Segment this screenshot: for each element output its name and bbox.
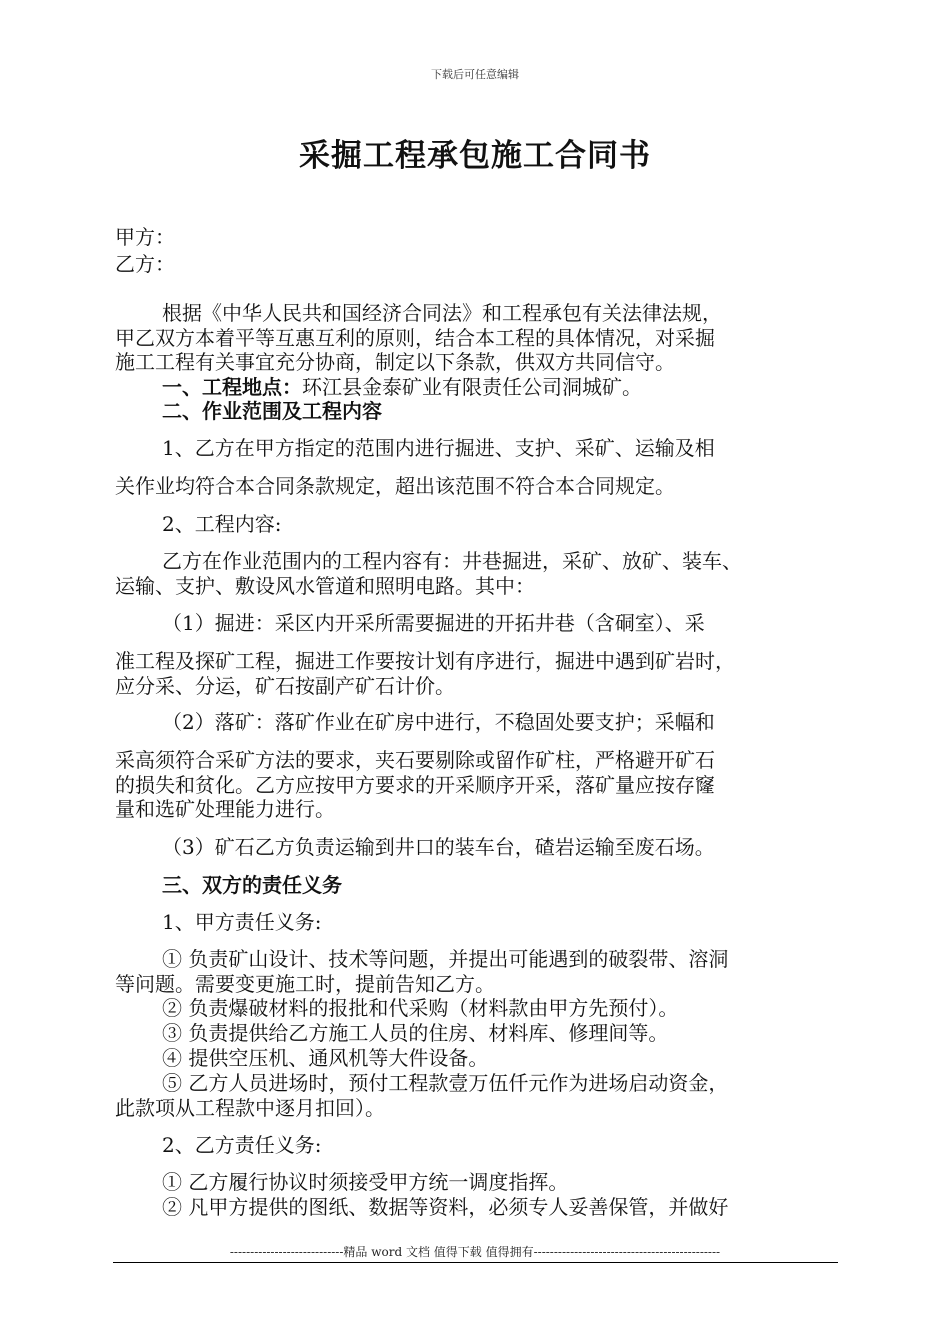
party-a-duty: ③ 负责提供给乙方施工人员的住房、材料库、修理间等。 (162, 1021, 669, 1045)
party-a-label: 甲方： (115, 225, 175, 249)
subitem-transport: （3）矿石乙方负责运输到井口的装车台，碴岩运输至废石场。 (162, 835, 715, 859)
party-b-duties-label: 2、乙方责任义务: (162, 1133, 322, 1157)
subitem-excavation: 准工程及探矿工程，掘进工作要按计划有序进行，掘进中遇到矿岩时， (115, 649, 735, 673)
party-a-duties-label: 1、甲方责任义务: (162, 910, 322, 934)
document-title: 采掘工程承包施工合同书 (299, 138, 651, 174)
party-a-duty: ⑤ 乙方人员进场时，预付工程款壹万伍仟元作为进场启动资金， (162, 1071, 729, 1095)
section-3-heading: 三、双方的责任义务 (162, 873, 342, 897)
section-2-item-1: 关作业均符合本合同条款规定，超出该范围不符合本合同规定。 (115, 474, 675, 498)
section-1-heading: 一、工程地点： (162, 375, 302, 399)
intro-line: 根据《中华人民共和国经济合同法》和工程承包有关法律法规， (162, 301, 722, 325)
party-a-duty: 此款项从工程款中逐月扣回）。 (115, 1096, 385, 1120)
subitem-ore-breaking: 量和选矿处理能力进行。 (115, 797, 335, 821)
subitem-ore-breaking: （2）落矿：落矿作业在矿房中进行，不稳固处要支护；采幅和 (162, 710, 715, 734)
party-a-duty: 等问题。需要变更施工时，提前告知乙方。 (115, 972, 495, 996)
header-note: 下载后可任意编辑 (431, 68, 519, 81)
party-b-duty: ① 乙方履行协议时须接受甲方统一调度指挥。 (162, 1170, 569, 1194)
party-b-label: 乙方： (115, 252, 175, 276)
footer-divider (113, 1262, 838, 1263)
subitem-ore-breaking: 的损失和贫化。乙方应按甲方要求的开采顺序开采，落矿量应按存窿 (115, 773, 715, 797)
intro-line: 施工工程有关事宜充分协商，制定以下条款，供双方共同信守。 (115, 350, 675, 374)
section-1 (162, 375, 642, 399)
section-2-heading: 二、作业范围及工程内容 (162, 399, 382, 423)
section-2-item-2: 乙方在作业范围内的工程内容有：井巷掘进，采矿、放矿、装车、 (162, 549, 742, 573)
section-2-item-2-label: 2、工程内容: (162, 512, 282, 536)
section-1-text: 环江县金泰矿业有限责任公司洞城矿。 (302, 375, 642, 399)
subitem-excavation: 应分采、分运，矿石按副产矿石计价。 (115, 674, 455, 698)
section-2-item-1: 1、乙方在甲方指定的范围内进行掘进、支护、采矿、运输及相 (162, 436, 715, 460)
intro-line: 甲乙双方本着平等互惠互利的原则，结合本工程的具体情况，对采掘 (115, 326, 715, 350)
party-a-duty: ② 负责爆破材料的报批和代采购（材料款由甲方先预付）。 (162, 996, 679, 1020)
subitem-ore-breaking: 采高须符合采矿方法的要求，夹石要剔除或留作矿柱，严格避开矿石 (115, 748, 715, 772)
party-a-duty: ④ 提供空压机、通风机等大件设备。 (162, 1046, 489, 1070)
section-2-item-2: 运输、支护、敷设风水管道和照明电路。其中： (115, 574, 535, 598)
subitem-excavation: （1）掘进：采区内开采所需要掘进的开拓井巷（含硐室）、采 (162, 611, 705, 635)
footer-text: ----------------------------精品 word 文档 值得下载 值得拥有---------------------------------------------- (229, 1245, 721, 1259)
party-a-duty: ① 负责矿山设计、技术等问题，并提出可能遇到的破裂带、溶洞 (162, 947, 729, 971)
party-b-duty: ② 凡甲方提供的图纸、数据等资料，必须专人妥善保管，并做好 (162, 1195, 729, 1219)
